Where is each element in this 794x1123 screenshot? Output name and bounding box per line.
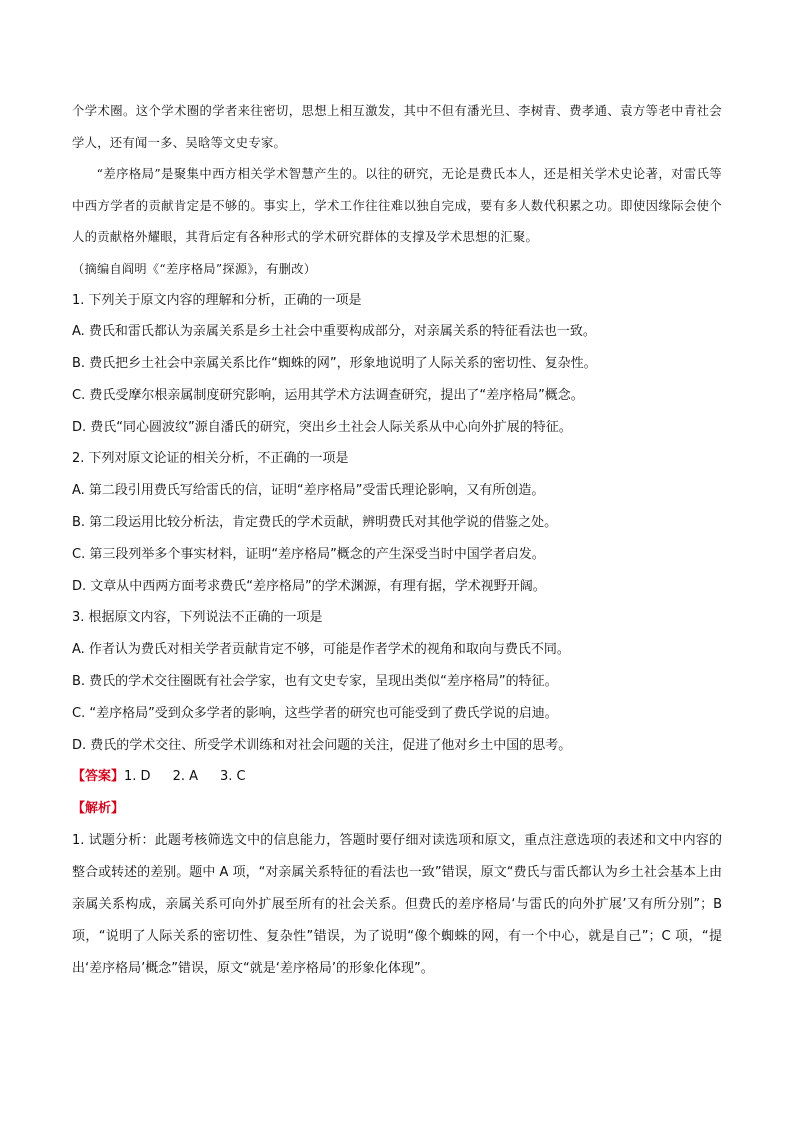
answer-line	[72, 761, 722, 793]
option-b: B. 费氏把乡土社会中亲属关系比作“蜘蛛的网”，形象地说明了人际关系的密切性、复杂性。	[72, 356, 597, 372]
option-d: D. 费氏“同心圆波纹”源自潘氏的研究，突出乡土社会人际关系从中心向外扩展的特征。	[72, 419, 572, 435]
answer-value-1: 1. D	[124, 769, 151, 785]
option-a: A. 费氏和雷氏都认为亲属关系是乡土社会中重要构成部分，对亲属关系的特征看法也一致。	[72, 324, 596, 340]
option-c: C. 第三段列举多个事实材料，证明“差序格局”概念的产生深受当时中国学者启发。	[72, 546, 545, 562]
analysis-heading	[72, 793, 722, 825]
passage-paragraph-continued: 个学术圈。这个学术圈的学者来往密切，思想上相互激发，其中不但有潘光旦、李树青、费孝通、袁方等老中青社会学人，还有闻一多、吴晗等文史专家。	[72, 104, 722, 150]
answer-tag: 【答案】	[72, 769, 125, 785]
question-stem: 2. 下列对原文论证的相关分析，不正确的一项是	[72, 451, 349, 467]
option-d: D. 文章从中西两方面考求费氏“差序格局”的学术渊源，有理有据，学术视野开阔。	[72, 578, 546, 594]
analysis-tag: 【解析】	[72, 801, 125, 817]
option-d: D. 费氏的学术交往、所受学术训练和对社会问题的关注，促进了他对乡土中国的思考。	[72, 737, 572, 753]
question-stem: 3. 根据原文内容，下列说法不正确的一项是	[72, 610, 323, 626]
passage-source: （摘编自阎明《“差序格局”探源》，有删改）	[72, 261, 317, 276]
question-2	[72, 443, 722, 602]
option-b: B. 第二段运用比较分析法，肯定费氏的学术贡献，辨明费氏对其他学说的借鉴之处。	[72, 515, 558, 531]
option-c: C. “差序格局”受到众多学者的影响，这些学者的研究也可能受到了费氏学说的启迪。	[72, 705, 558, 721]
answer-value-2: 2. A	[172, 769, 198, 785]
document-page	[72, 96, 722, 985]
question-3	[72, 602, 722, 761]
option-a: A. 第二段引用费氏写给雷氏的信，证明“差序格局”受雷氏理论影响，又有所创造。	[72, 483, 545, 499]
question-1	[72, 285, 722, 444]
passage-paragraph-3: “差序格局”是聚集中西方相关学术智慧产生的。以往的研究，无论是费氏本人，还是相关学术史论著，对雷氏等中西方学者的贡献肯定是不够的。事实上，学术工作往往难以独自完成，要有多人数代积累之功。即使因缘际会使个人的贡献格外耀眼，其背后定有各种形式的学术研究群体的支撑及学术思想的汇聚。	[72, 167, 722, 244]
question-stem: 1. 下列关于原文内容的理解和分析，正确的一项是	[72, 292, 362, 308]
option-b: B. 费氏的学术交往圈既有社会学家，也有文史专家，呈现出类似“差序格局”的特征。	[72, 674, 558, 690]
analysis-text: 1. 试题分析：此题考核筛选文中的信息能力，答题时要仔细对读选项和原文，重点注意选项的表述和文中内容的整合或转述的差别。题中 A 项，“对亲属关系特征的看法也一致”错误，原文“费氏与雷氏都认为乡土社会基本上由亲属关系构成，亲属关系可向外扩展至所有的社会关系。但费氏的差序格局‘与雷氏的向外扩展’又有所分别”；B 项，“说明了人际关系的密切性、复杂性”错误，为了说明“像个蜘蛛的网，有一个中心，就是自己”；C 项，“提出‘差序格局’概念”错误，原文“就是‘差序格局’的形象化体现”。	[72, 833, 722, 977]
option-c: C. 费氏受摩尔根亲属制度研究影响，运用其学术方法调查研究，提出了“差序格局”概念。	[72, 387, 584, 403]
option-a: A. 作者认为费氏对相关学者贡献肯定不够，可能是作者学术的视角和取向与费氏不同。	[72, 642, 570, 658]
reading-passage	[72, 96, 722, 285]
answer-value-3: 3. C	[220, 769, 246, 785]
